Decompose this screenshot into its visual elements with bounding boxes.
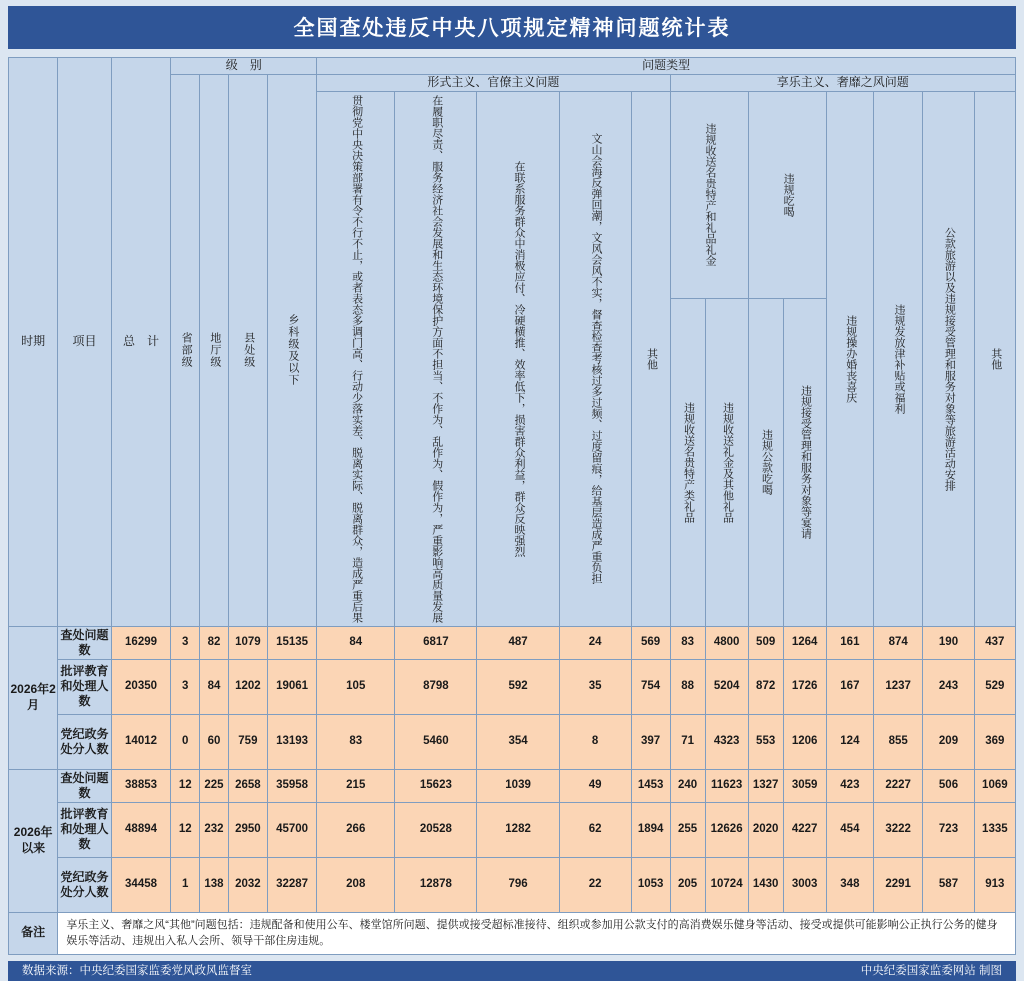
cell-formalism-3: 35 bbox=[559, 659, 631, 714]
header-level-group: 级 别 bbox=[171, 58, 317, 75]
cell-hedonism-other: 529 bbox=[974, 659, 1015, 714]
cell-formalism-3: 8 bbox=[559, 714, 631, 769]
cell-level-1: 138 bbox=[200, 857, 229, 912]
cell-hedonism-3: 4227 bbox=[783, 802, 826, 857]
cell-hedonism-4: 454 bbox=[826, 802, 873, 857]
cell-level-1: 82 bbox=[200, 626, 229, 659]
cell-total: 34458 bbox=[111, 857, 171, 912]
header-hedonism-wedding: 违规操办婚丧喜庆 bbox=[826, 91, 873, 626]
cell-level-1: 232 bbox=[200, 802, 229, 857]
header-formalism-col-4: 文山会海反弹回潮，文风会风不实，督查检查考核过多过频、过度留痕，给基层造成严重负担 bbox=[559, 91, 631, 626]
cell-hedonism-3: 1206 bbox=[783, 714, 826, 769]
cell-hedonism-2: 553 bbox=[748, 714, 783, 769]
cell-hedonism-0: 205 bbox=[670, 857, 705, 912]
cell-level-3: 45700 bbox=[267, 802, 316, 857]
row-item-label: 批评教育和处理人数 bbox=[58, 802, 111, 857]
cell-formalism-2: 1282 bbox=[477, 802, 559, 857]
cell-hedonism-0: 240 bbox=[670, 769, 705, 802]
footer-producer: 中央纪委国家监委网站 制图 bbox=[860, 964, 1002, 977]
cell-formalism-3: 49 bbox=[559, 769, 631, 802]
cell-hedonism-2: 509 bbox=[748, 626, 783, 659]
header-level-xiangke: 乡科级及以下 bbox=[267, 74, 316, 626]
cell-level-2: 759 bbox=[228, 714, 267, 769]
header-formalism-col-other: 其他 bbox=[631, 91, 670, 626]
cell-formalism-0: 105 bbox=[317, 659, 395, 714]
cell-formalism-2: 354 bbox=[477, 714, 559, 769]
cell-hedonism-6: 587 bbox=[923, 857, 974, 912]
header-problem-type: 问题类型 bbox=[317, 58, 1016, 75]
cell-total: 16299 bbox=[111, 626, 171, 659]
cell-level-3: 15135 bbox=[267, 626, 316, 659]
cell-formalism-1: 8798 bbox=[395, 659, 477, 714]
cell-hedonism-5: 874 bbox=[874, 626, 923, 659]
header-hedonism-other: 其他 bbox=[974, 91, 1015, 626]
cell-hedonism-2: 1430 bbox=[748, 857, 783, 912]
cell-formalism-1: 5460 bbox=[395, 714, 477, 769]
header-item: 项目 bbox=[58, 58, 111, 627]
period-label-1: 2026年2月 bbox=[9, 626, 58, 769]
header-formalism-col-1: 贯彻党中央决策部署有令不行不止，或者表态多调门高、行动少落实差、脱离实际、脱离群众，造成严重后果 bbox=[317, 91, 395, 626]
cell-level-1: 225 bbox=[200, 769, 229, 802]
header-hedonism-group: 享乐主义、奢靡之风问题 bbox=[670, 74, 1015, 91]
table-row bbox=[9, 714, 1016, 769]
cell-total: 14012 bbox=[111, 714, 171, 769]
cell-level-3: 19061 bbox=[267, 659, 316, 714]
cell-hedonism-0: 71 bbox=[670, 714, 705, 769]
cell-hedonism-1: 5204 bbox=[705, 659, 748, 714]
cell-hedonism-4: 161 bbox=[826, 626, 873, 659]
cell-hedonism-4: 167 bbox=[826, 659, 873, 714]
cell-level-2: 1202 bbox=[228, 659, 267, 714]
cell-level-2: 1079 bbox=[228, 626, 267, 659]
cell-hedonism-6: 243 bbox=[923, 659, 974, 714]
cell-hedonism-3: 1726 bbox=[783, 659, 826, 714]
note-line: 享乐主义、奢靡之风“其他”问题包括：违规配备和使用公车、楼堂馆所问题、提供或接受超标准接待、组织或参加用公款支付的高消费娱乐健身等活动、接受或提供可能影响公正执行公务的健身娱乐等活动、违规出入私人会所、领导干部住房违规。 bbox=[66, 918, 998, 948]
cell-hedonism-4: 423 bbox=[826, 769, 873, 802]
cell-formalism-0: 83 bbox=[317, 714, 395, 769]
cell-total: 48894 bbox=[111, 802, 171, 857]
cell-formalism-1: 15623 bbox=[395, 769, 477, 802]
cell-hedonism-4: 348 bbox=[826, 857, 873, 912]
header-hedonism-dining-public: 违规公款吃喝 bbox=[748, 299, 783, 627]
cell-hedonism-3: 1264 bbox=[783, 626, 826, 659]
cell-formalism-0: 208 bbox=[317, 857, 395, 912]
cell-formalism-other: 754 bbox=[631, 659, 670, 714]
cell-hedonism-5: 3222 bbox=[874, 802, 923, 857]
cell-formalism-other: 397 bbox=[631, 714, 670, 769]
header-hedonism-gift-specialty: 违规收送名贵特产类礼品 bbox=[670, 299, 705, 627]
note-label: 备注 bbox=[9, 912, 58, 954]
header-formalism-col-2: 在履职尽责、服务经济社会发展和生态环境保护方面不担当、不作为、乱作为、假作为，严重影响高质量发展 bbox=[395, 91, 477, 626]
cell-level-0: 3 bbox=[171, 626, 200, 659]
table-row bbox=[9, 802, 1016, 857]
cell-level-2: 2658 bbox=[228, 769, 267, 802]
cell-hedonism-other: 437 bbox=[974, 626, 1015, 659]
cell-formalism-2: 487 bbox=[477, 626, 559, 659]
cell-hedonism-2: 2020 bbox=[748, 802, 783, 857]
cell-level-3: 32287 bbox=[267, 857, 316, 912]
header-hedonism-allowance: 违规发放津补贴或福利 bbox=[874, 91, 923, 626]
cell-hedonism-other: 1335 bbox=[974, 802, 1015, 857]
cell-formalism-2: 796 bbox=[477, 857, 559, 912]
cell-formalism-0: 266 bbox=[317, 802, 395, 857]
table-row bbox=[9, 659, 1016, 714]
cell-hedonism-1: 4800 bbox=[705, 626, 748, 659]
cell-hedonism-0: 88 bbox=[670, 659, 705, 714]
cell-hedonism-0: 83 bbox=[670, 626, 705, 659]
cell-formalism-1: 6817 bbox=[395, 626, 477, 659]
cell-formalism-3: 22 bbox=[559, 857, 631, 912]
header-hedonism-dining-group: 违规吃喝 bbox=[748, 91, 826, 298]
header-period: 时期 bbox=[9, 58, 58, 627]
header-hedonism-gift-cash: 违规收送礼金及其他礼品 bbox=[705, 299, 748, 627]
cell-hedonism-5: 855 bbox=[874, 714, 923, 769]
cell-level-0: 3 bbox=[171, 659, 200, 714]
cell-hedonism-6: 209 bbox=[923, 714, 974, 769]
cell-hedonism-1: 12626 bbox=[705, 802, 748, 857]
cell-hedonism-other: 1069 bbox=[974, 769, 1015, 802]
cell-hedonism-1: 11623 bbox=[705, 769, 748, 802]
cell-level-2: 2950 bbox=[228, 802, 267, 857]
header-formalism-group: 形式主义、官僚主义问题 bbox=[317, 74, 670, 91]
cell-formalism-2: 1039 bbox=[477, 769, 559, 802]
cell-hedonism-6: 506 bbox=[923, 769, 974, 802]
cell-level-1: 60 bbox=[200, 714, 229, 769]
cell-hedonism-other: 369 bbox=[974, 714, 1015, 769]
note-row bbox=[9, 912, 1016, 954]
cell-hedonism-0: 255 bbox=[670, 802, 705, 857]
cell-hedonism-3: 3003 bbox=[783, 857, 826, 912]
cell-level-0: 12 bbox=[171, 769, 200, 802]
table-row bbox=[9, 769, 1016, 802]
cell-level-3: 35958 bbox=[267, 769, 316, 802]
cell-hedonism-5: 2291 bbox=[874, 857, 923, 912]
cell-formalism-3: 62 bbox=[559, 802, 631, 857]
cell-formalism-1: 20528 bbox=[395, 802, 477, 857]
period-label-2: 2026年以来 bbox=[9, 769, 58, 912]
header-hedonism-dining-banquet: 违规接受管理和服务对象等宴请 bbox=[783, 299, 826, 627]
cell-formalism-2: 592 bbox=[477, 659, 559, 714]
header-hedonism-gift-group: 违规收送名贵特产和礼品礼金 bbox=[670, 91, 748, 298]
cell-total: 38853 bbox=[111, 769, 171, 802]
cell-hedonism-2: 1327 bbox=[748, 769, 783, 802]
header-level-diting: 地厅级 bbox=[200, 74, 229, 626]
row-item-label: 批评教育和处理人数 bbox=[58, 659, 111, 714]
cell-hedonism-6: 723 bbox=[923, 802, 974, 857]
cell-level-0: 1 bbox=[171, 857, 200, 912]
page-title: 全国查处违反中央八项规定精神问题统计表 bbox=[8, 6, 1016, 49]
row-item-label: 查处问题数 bbox=[58, 626, 111, 659]
cell-hedonism-4: 124 bbox=[826, 714, 873, 769]
cell-level-3: 13193 bbox=[267, 714, 316, 769]
cell-level-1: 84 bbox=[200, 659, 229, 714]
cell-formalism-other: 1453 bbox=[631, 769, 670, 802]
cell-hedonism-5: 1237 bbox=[874, 659, 923, 714]
cell-total: 20350 bbox=[111, 659, 171, 714]
cell-hedonism-3: 3059 bbox=[783, 769, 826, 802]
header-total: 总 计 bbox=[111, 58, 171, 627]
header-hedonism-travel: 公款旅游以及违规接受管理和服务对象等旅游活动安排 bbox=[923, 91, 974, 626]
note-text bbox=[58, 912, 1016, 954]
cell-hedonism-5: 2227 bbox=[874, 769, 923, 802]
cell-formalism-other: 1894 bbox=[631, 802, 670, 857]
footer-bar bbox=[8, 961, 1016, 981]
header-formalism-col-3: 在联系服务群众中消极应付、冷硬横推、效率低下，损害群众利益，群众反映强烈 bbox=[477, 91, 559, 626]
cell-level-2: 2032 bbox=[228, 857, 267, 912]
row-item-label: 查处问题数 bbox=[58, 769, 111, 802]
row-item-label: 党纪政务处分人数 bbox=[58, 714, 111, 769]
header-row-1 bbox=[9, 58, 1016, 75]
header-level-sheng: 省部级 bbox=[171, 74, 200, 626]
cell-level-0: 0 bbox=[171, 714, 200, 769]
cell-hedonism-2: 872 bbox=[748, 659, 783, 714]
cell-formalism-0: 215 bbox=[317, 769, 395, 802]
cell-hedonism-1: 10724 bbox=[705, 857, 748, 912]
row-item-label: 党纪政务处分人数 bbox=[58, 857, 111, 912]
footer-source: 数据来源：中央纪委国家监委党风政风监督室 bbox=[22, 964, 252, 977]
cell-formalism-3: 24 bbox=[559, 626, 631, 659]
cell-formalism-1: 12878 bbox=[395, 857, 477, 912]
table-row bbox=[9, 626, 1016, 659]
cell-level-0: 12 bbox=[171, 802, 200, 857]
cell-formalism-other: 1053 bbox=[631, 857, 670, 912]
cell-hedonism-other: 913 bbox=[974, 857, 1015, 912]
cell-formalism-0: 84 bbox=[317, 626, 395, 659]
cell-hedonism-1: 4323 bbox=[705, 714, 748, 769]
table-row bbox=[9, 857, 1016, 912]
statistics-table bbox=[8, 57, 1016, 955]
header-level-xianchu: 县处级 bbox=[228, 74, 267, 626]
cell-hedonism-6: 190 bbox=[923, 626, 974, 659]
cell-formalism-other: 569 bbox=[631, 626, 670, 659]
